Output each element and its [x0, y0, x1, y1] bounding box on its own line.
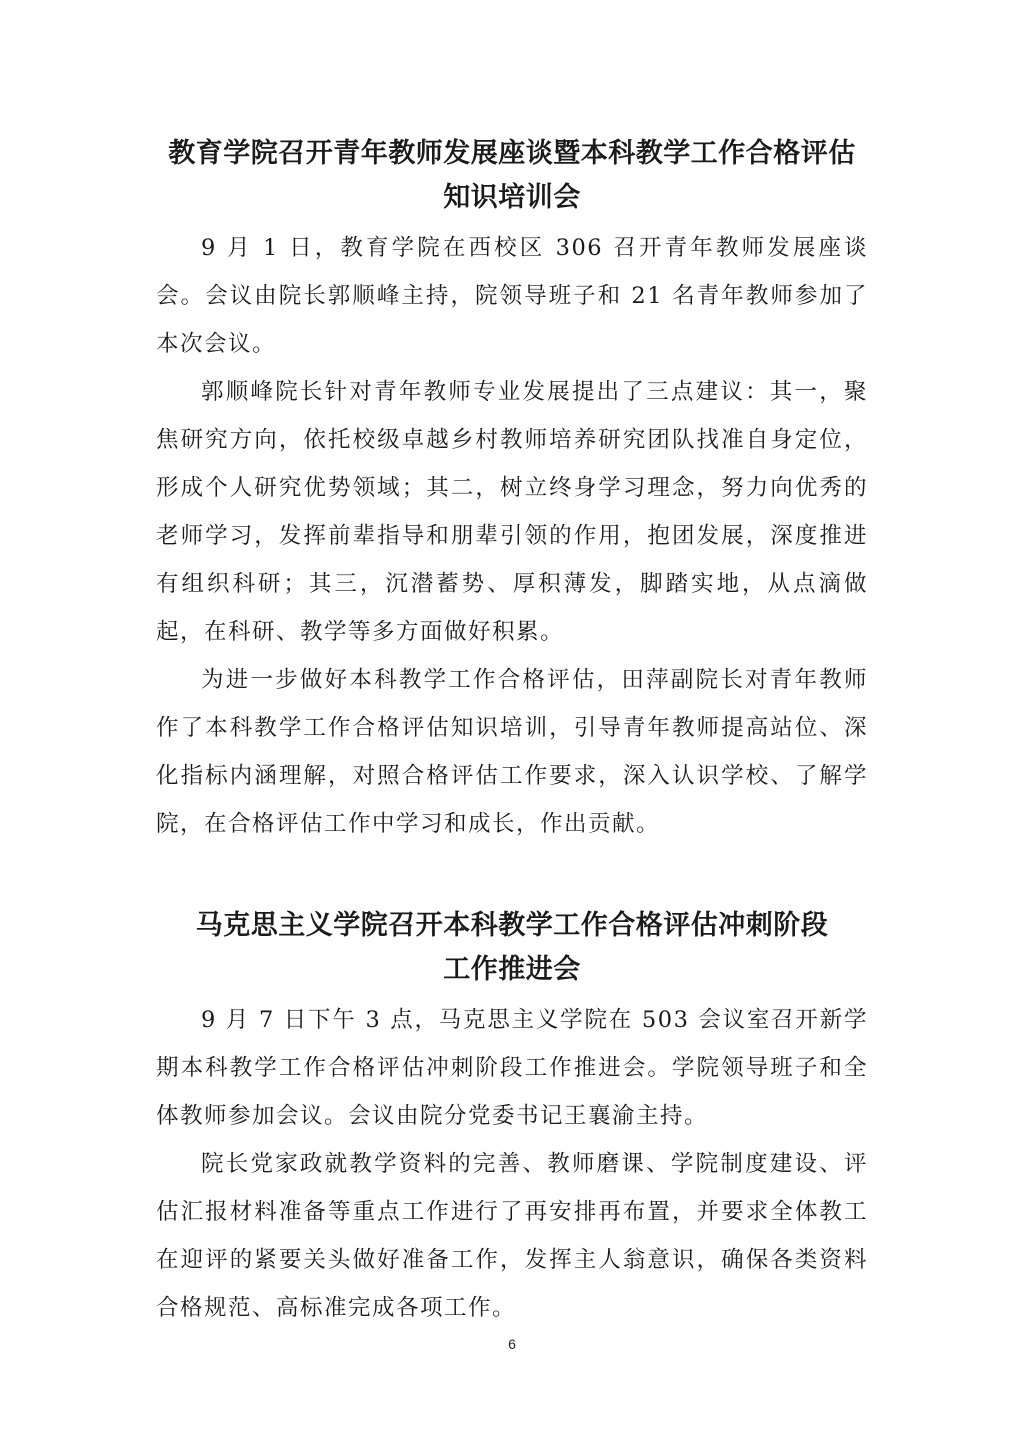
paragraph: 9 月 7 日下午 3 点，马克思主义学院在 503 会议室召开新学期本科教学工作合格评估冲刺阶段工作推进会。学院领导班子和全体教师参加会议。会议由院分党委书记王襄渝主持。 [156, 1007, 868, 1129]
title-line: 马克思主义学院召开本科教学工作合格评估冲刺阶段 [195, 910, 829, 941]
page-number: 6 [508, 1336, 516, 1352]
article-title [156, 132, 868, 220]
title-line: 工作推进会 [443, 954, 581, 985]
title-line: 知识培训会 [443, 182, 581, 213]
article-marxism-college [156, 904, 868, 1332]
article-education-college [156, 132, 868, 848]
paragraph: 院长党家政就教学资料的完善、教师磨课、学院制度建设、评估汇报材料准备等重点工作进行了再安排再布置，并要求全体教工在迎评的紧要关头做好准备工作，发挥主人翁意识，确保各类资料合格规范、高标准完成各项工作。 [156, 1151, 868, 1321]
title-line: 教育学院召开青年教师发展座谈暨本科教学工作合格评估 [168, 138, 856, 169]
page-content [156, 132, 868, 1332]
article-title [156, 904, 868, 992]
paragraph: 郭顺峰院长针对青年教师专业发展提出了三点建议：其一，聚焦研究方向，依托校级卓越乡村教师培养研究团队找准自身定位，形成个人研究优势领域；其二，树立终身学习理念，努力向优秀的老师学习，发挥前辈指导和朋辈引领的作用，抱团发展，深度推进有组织科研；其三，沉潜蓄势、厚积薄发，脚踏实地，从点滴做起，在科研、教学等多方面做好积累。 [156, 379, 868, 645]
paragraph: 9 月 1 日，教育学院在西校区 306 召开青年教师发展座谈会。会议由院长郭顺峰主持，院领导班子和 21 名青年教师参加了本次会议。 [156, 235, 868, 357]
paragraph: 为进一步做好本科教学工作合格评估，田萍副院长对青年教师作了本科教学工作合格评估知识培训，引导青年教师提高站位、深化指标内涵理解，对照合格评估工作要求，深入认识学校、了解学院，在合格评估工作中学习和成长，作出贡献。 [156, 667, 868, 837]
